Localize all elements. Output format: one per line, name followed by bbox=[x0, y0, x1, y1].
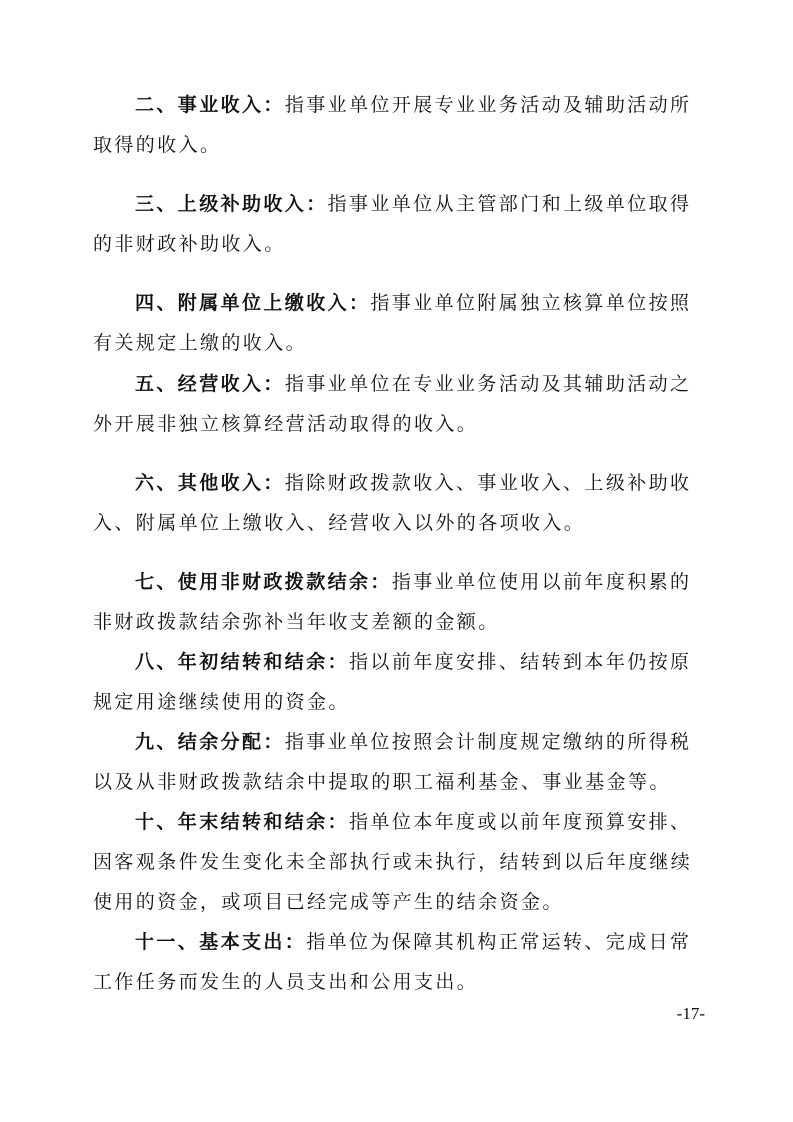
paragraph-term: 二、事业收入： bbox=[135, 94, 285, 116]
paragraph-text: 指单位本年度或以前年度预算安排、因客观条件发生变化未全部执行或未执行，结转到以后年度继续使用的资金，或项目已经完成等产生的结余资金。 bbox=[93, 811, 693, 913]
paragraph-term: 九、结余分配： bbox=[135, 731, 285, 753]
paragraph-term: 八、年初结转和结余： bbox=[135, 651, 350, 673]
paragraph-beginning-carryover bbox=[93, 642, 707, 722]
paragraph-term: 十一、基本支出： bbox=[135, 931, 307, 953]
paragraph-balance-distribution bbox=[93, 722, 707, 802]
paragraph-text: 指以前年度安排、结转到本年仍按原规定用途继续使用的资金。 bbox=[93, 651, 692, 713]
paragraph-business-income bbox=[93, 85, 707, 165]
paragraph-non-fiscal-balance-use bbox=[93, 562, 707, 642]
paragraph-basic-expenditure bbox=[93, 922, 707, 1002]
paragraph-term: 五、经营收入： bbox=[135, 373, 285, 395]
paragraph-superior-subsidy-income bbox=[93, 184, 707, 264]
paragraph-ending-carryover bbox=[93, 802, 707, 922]
paragraph-text: 指事业单位从主管部门和上级单位取得的非财政补助收入。 bbox=[93, 193, 692, 255]
paragraph-text: 指事业单位在专业业务活动及其辅助活动之外开展非独立核算经营活动取得的收入。 bbox=[93, 373, 692, 435]
paragraph-term: 六、其他收入： bbox=[135, 472, 285, 494]
paragraph-affiliated-unit-income bbox=[93, 283, 707, 363]
paragraph-text: 指除财政拨款收入、事业收入、上级补助收入、附属单位上缴收入、经营收入以外的各项收入。 bbox=[93, 472, 692, 534]
paragraph-text: 指单位为保障其机构正常运转、完成日常工作任务而发生的人员支出和公用支出。 bbox=[93, 931, 692, 993]
paragraph-other-income bbox=[93, 463, 707, 543]
paragraph-term: 七、使用非财政拨款结余： bbox=[135, 571, 392, 593]
paragraph-text: 指事业单位按照会计制度规定缴纳的所得税以及从非财政拨款结余中提取的职工福利基金、事业基金等。 bbox=[93, 731, 692, 793]
paragraph-text: 指事业单位附属独立核算单位按照有关规定上缴的收入。 bbox=[93, 292, 692, 354]
paragraph-term: 三、上级补助收入： bbox=[135, 193, 328, 215]
paragraph-term: 四、附属单位上缴收入： bbox=[135, 292, 371, 314]
paragraph-term: 十、年末结转和结余： bbox=[135, 811, 350, 833]
paragraph-text: 指事业单位开展专业业务活动及辅助活动所取得的收入。 bbox=[93, 94, 692, 156]
paragraph-operating-income bbox=[93, 364, 707, 444]
paragraph-text: 指事业单位使用以前年度积累的非财政拨款结余弥补当年收支差额的金额。 bbox=[93, 571, 692, 633]
page-number: -17- bbox=[676, 1004, 705, 1023]
